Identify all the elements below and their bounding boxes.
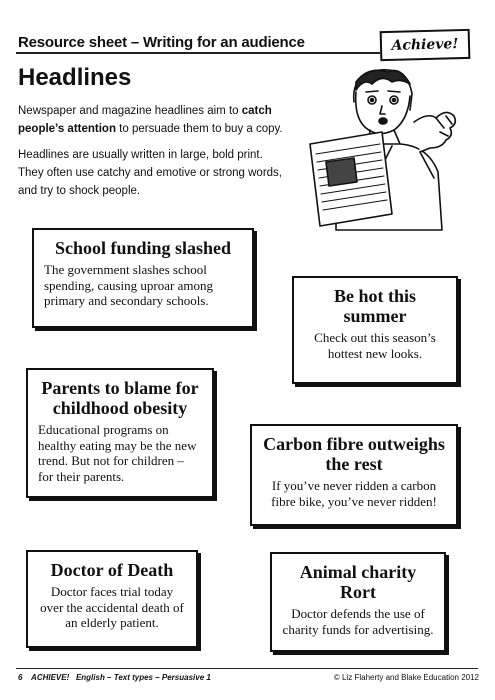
achieve-badge: Achieve! <box>380 29 471 61</box>
intro-text: Newspaper and magazine headlines aim to <box>18 105 242 117</box>
header-bar <box>16 28 398 56</box>
headline-body: Check out this season’s hottest new looks. <box>314 330 436 361</box>
headline-body: Doctor faces trial today over the accidental death of an elderly patient. <box>40 584 184 630</box>
headline-card-doctor-of-death <box>26 550 198 648</box>
intro-bold-text: catch people’s attention <box>18 105 272 135</box>
headline-title: Carbon fibre outweighs the rest <box>263 434 445 474</box>
headline-title: Parents to blame for childhood obesity <box>41 378 199 418</box>
headline-title: Animal charity Rort <box>299 562 417 602</box>
boy-reading-newspaper-illustration <box>296 62 476 232</box>
headline-body: The government slashes school spending, causing uproar among primary and secondary schools. <box>44 262 213 308</box>
footer-rule <box>16 668 478 669</box>
intro-paragraph-2: Headlines are usually written in large, bold print. They often use catchy and emotive or strong words, and try to shock people. <box>18 149 282 197</box>
headline-card-school-funding <box>32 228 254 328</box>
headline-title: School funding slashed <box>54 238 232 258</box>
intro-text-end: to persuade them to buy a copy. <box>115 123 283 135</box>
footer-page-info: 6 ACHIEVE! English – Text types – Persuasive 1 <box>18 673 211 682</box>
headline-body: If you’ve never ridden a carbon fibre bike, you’ve never ridden! <box>271 478 437 509</box>
headline-title: Doctor of Death <box>50 560 174 580</box>
intro-paragraph-1 <box>18 102 288 138</box>
headline-body: Doctor defends the use of charity funds for advertising. <box>282 606 434 637</box>
headline-card-carbon-fibre <box>250 424 458 526</box>
headline-card-animal-charity <box>270 552 446 652</box>
sheet-title: Resource sheet – Writing for an audience <box>18 34 305 51</box>
header-rule <box>16 52 398 54</box>
headline-card-parents-blame <box>26 368 214 498</box>
page-title: Headlines <box>18 64 132 91</box>
headline-title: Be hot this summer <box>333 286 416 326</box>
footer-copyright: © Liz Flaherty and Blake Education 2012 <box>333 673 479 682</box>
headline-card-be-hot <box>292 276 458 384</box>
headline-body: Educational programs on healthy eating may be the new trend. But not for children – for their parents. <box>38 422 197 484</box>
